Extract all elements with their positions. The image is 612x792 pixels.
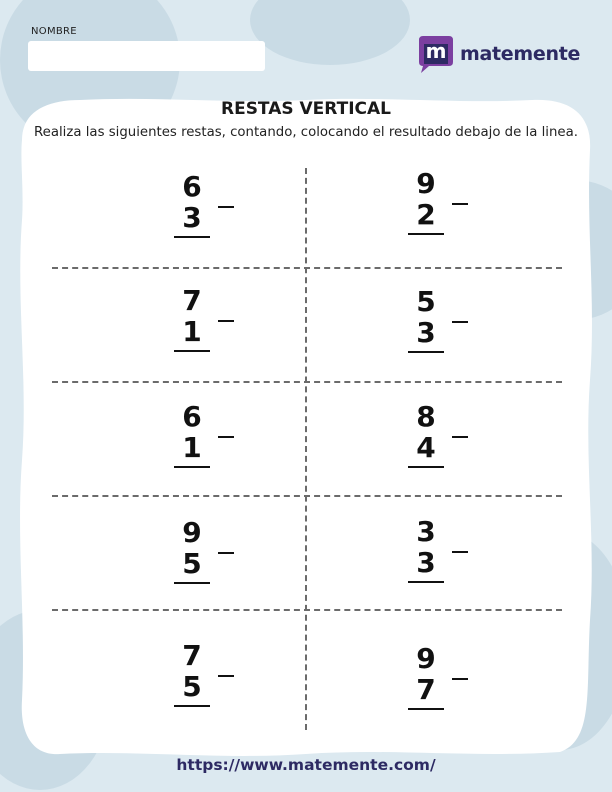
answer-line[interactable]	[408, 466, 444, 468]
minus-sign	[218, 320, 234, 322]
subtraction-problem	[172, 517, 252, 607]
answer-line[interactable]	[174, 466, 210, 468]
row-divider	[52, 495, 562, 497]
minuend: 7	[182, 284, 202, 317]
subtrahend: 4	[416, 431, 436, 464]
subtraction-problem	[406, 516, 486, 606]
name-label: NOMBRE	[31, 26, 77, 37]
minuend: 9	[182, 516, 202, 549]
answer-line[interactable]	[408, 708, 444, 710]
subtrahend: 3	[416, 546, 436, 579]
subtrahend: 2	[416, 198, 436, 231]
vertical-divider	[305, 168, 307, 730]
minus-sign	[452, 678, 468, 680]
minuend: 8	[416, 400, 436, 433]
footer-url[interactable]: https://www.matemente.com/	[176, 756, 436, 774]
subtrahend: 5	[182, 670, 202, 703]
logo-letter: m	[425, 39, 447, 63]
row-divider	[52, 609, 562, 611]
subtraction-problem	[406, 168, 486, 258]
minuend: 6	[182, 400, 202, 433]
subtraction-problem	[406, 643, 486, 733]
minuend: 7	[182, 639, 202, 672]
name-field[interactable]	[28, 41, 265, 71]
minus-sign	[218, 436, 234, 438]
minuend: 5	[416, 285, 436, 318]
minuend: 9	[416, 167, 436, 200]
subtraction-problem	[406, 401, 486, 491]
answer-line[interactable]	[408, 581, 444, 583]
minus-sign	[218, 675, 234, 677]
minus-sign	[452, 203, 468, 205]
subtraction-problem	[406, 286, 486, 376]
minus-sign	[452, 551, 468, 553]
subtrahend: 1	[182, 431, 202, 464]
logo-wordmark: matemente	[460, 43, 581, 65]
answer-line[interactable]	[174, 705, 210, 707]
answer-line[interactable]	[174, 582, 210, 584]
minuend: 9	[416, 642, 436, 675]
minus-sign	[218, 206, 234, 208]
instructions: Realiza las siguientes restas, contando, colocando el resultado debajo de la linea.	[34, 125, 578, 140]
subtrahend: 3	[416, 316, 436, 349]
minus-sign	[452, 321, 468, 323]
subtrahend: 5	[182, 547, 202, 580]
answer-line[interactable]	[174, 236, 210, 238]
row-divider	[52, 381, 562, 383]
subtraction-problem	[172, 285, 252, 375]
answer-line[interactable]	[408, 351, 444, 353]
page-title: RESTAS VERTICAL	[220, 99, 392, 119]
minus-sign	[218, 552, 234, 554]
subtrahend: 3	[182, 201, 202, 234]
matemente-logo	[415, 34, 580, 74]
subtraction-problem	[172, 640, 252, 730]
subtraction-problem	[172, 401, 252, 491]
minuend: 6	[182, 170, 202, 203]
answer-line[interactable]	[408, 233, 444, 235]
minus-sign	[452, 436, 468, 438]
minuend: 3	[416, 515, 436, 548]
matemente-logo-icon	[415, 34, 457, 74]
answer-line[interactable]	[174, 350, 210, 352]
subtraction-problem	[172, 171, 252, 261]
subtrahend: 7	[416, 673, 436, 706]
row-divider	[52, 267, 562, 269]
subtrahend: 1	[182, 315, 202, 348]
